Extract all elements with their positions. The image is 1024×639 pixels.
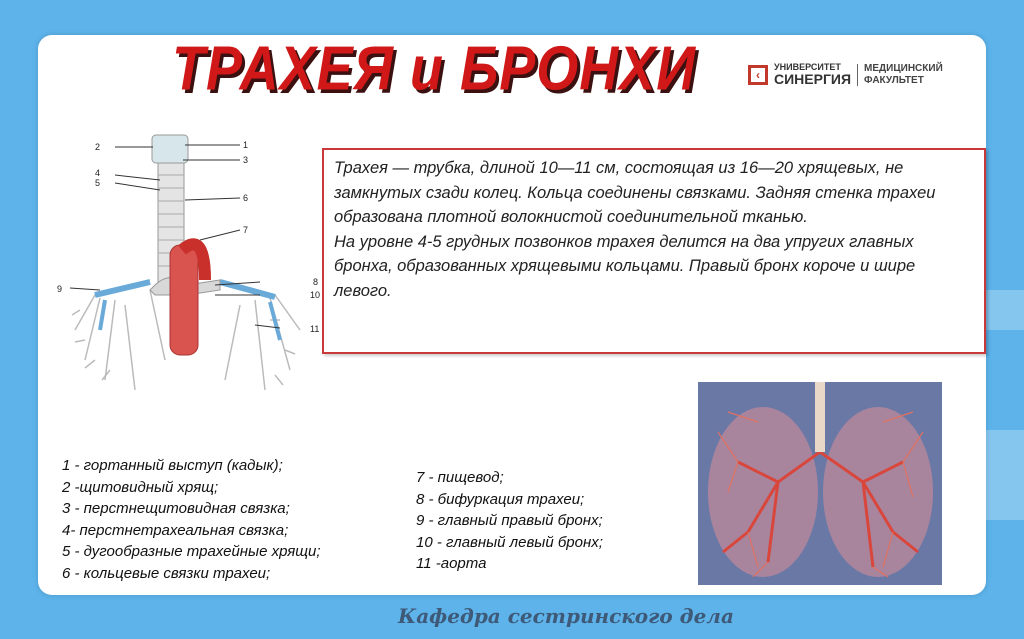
legend-item: 1 - гортанный выступ (кадык); [62, 457, 283, 474]
legend-item: 3 - перстнещитовидная связка; [62, 500, 290, 517]
legend-item: 9 - главный правый бронх; [416, 512, 603, 529]
bronchial-tree-image [698, 382, 942, 585]
diagram-label: 10 [310, 290, 321, 300]
logo-mark-icon: ‹ [748, 65, 768, 85]
logo-faculty1: МЕДИЦИНСКИЙ [864, 63, 943, 74]
legend-item: 6 - кольцевые связки трахеи; [62, 564, 271, 582]
diagram-label: 8 [313, 277, 319, 287]
slide-title: ТРАХЕЯ и БРОНХИ [172, 34, 697, 104]
description-paragraph: Трахея — трубка, длиной 10—11 см, состоящая из 16—20 хрящевых, не замкнутых сзади колец. Кольца соединены связками. Задняя стенка трахеи образована плотной волокнистой соединительной тканью. [334, 159, 936, 226]
legend-left [62, 455, 321, 584]
university-logo [748, 63, 943, 86]
legend-item: 11 -аорта [416, 555, 487, 572]
diagram-label: 3 [243, 155, 249, 165]
diagram-label: 2 [95, 142, 101, 152]
diagram-label: 7 [243, 225, 249, 235]
diagram-label: 9 [57, 284, 63, 294]
trachea-diagram [55, 130, 325, 415]
logo-divider [857, 64, 858, 86]
legend-right [416, 467, 603, 575]
decor-shape [985, 430, 1024, 520]
legend-item: 7 - пищевод; [416, 469, 504, 486]
diagram-label: 4 [95, 168, 101, 178]
legend-item: 2 -щитовидный хрящ; [62, 478, 219, 496]
description-paragraph: На уровне 4-5 грудных позвонков трахея делится на два упругих главных бронха, образованных хрящевыми кольцами. Правый бронх короче и шире левого. [334, 232, 916, 300]
footer-department: Кафедра сестринского дела [398, 604, 734, 628]
diagram-label: 6 [243, 193, 249, 203]
legend-item: 4- перстнетрахеальная связка; [62, 521, 289, 539]
legend-item: 10 - главный левый бронх; [416, 533, 603, 551]
diagram-label: 5 [95, 178, 101, 188]
legend-item: 8 - бифуркация трахеи; [416, 490, 585, 508]
logo-line2: СИНЕРГИЯ [774, 71, 852, 87]
diagram-label: 11 [310, 324, 320, 334]
logo-line1: УНИВЕРСИТЕТ [774, 62, 841, 72]
description-box [322, 148, 986, 354]
logo-faculty2: ФАКУЛЬТЕТ [864, 74, 924, 86]
legend-item: 5 - дугообразные трахейные хрящи; [62, 543, 321, 560]
diagram-label: 1 [243, 140, 249, 150]
